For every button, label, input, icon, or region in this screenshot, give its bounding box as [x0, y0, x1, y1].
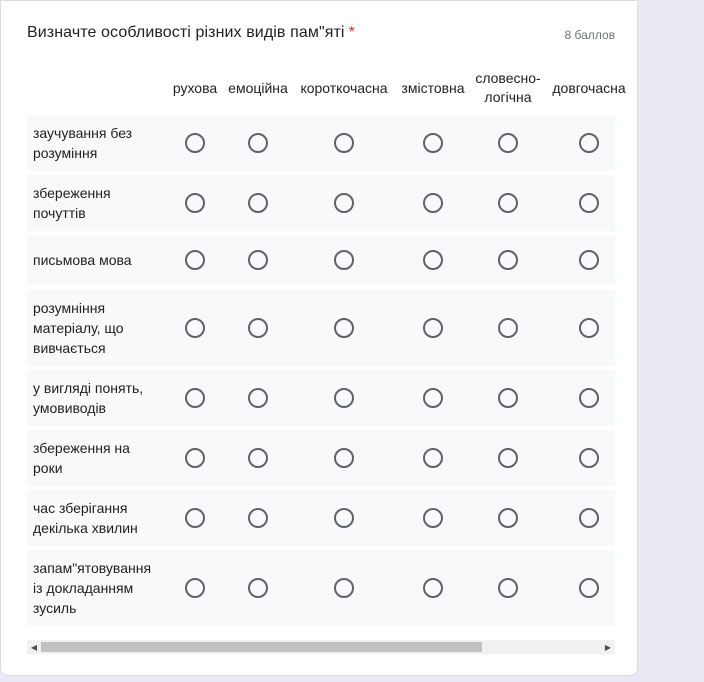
radio-button[interactable]: [579, 578, 599, 598]
scroll-left-arrow-icon[interactable]: ◀: [30, 642, 38, 652]
radio-button[interactable]: [334, 388, 354, 408]
radio-button[interactable]: [334, 508, 354, 528]
radio-button[interactable]: [498, 318, 518, 338]
radio-button[interactable]: [498, 578, 518, 598]
radio-button[interactable]: [579, 193, 599, 213]
question-title: [27, 24, 355, 42]
grid-row: [27, 430, 615, 486]
grid-row: [27, 290, 615, 366]
required-asterisk: *: [348, 24, 355, 41]
radio-button[interactable]: [423, 448, 443, 468]
radio-button[interactable]: [248, 133, 268, 153]
row-label: запам"ятовування із докладанням зусиль: [33, 560, 152, 616]
radio-button[interactable]: [185, 133, 205, 153]
row-label: заучування без розуміння: [33, 125, 133, 161]
radio-button[interactable]: [498, 388, 518, 408]
grid-row: [27, 235, 615, 285]
radio-button[interactable]: [423, 250, 443, 270]
grid-row: [27, 115, 615, 171]
page-background: [640, 0, 704, 682]
row-label: письмова мова: [33, 252, 132, 268]
horizontal-scrollbar[interactable]: [27, 640, 615, 654]
radio-button[interactable]: [423, 193, 443, 213]
row-label: збереження почуттів: [33, 185, 111, 221]
radio-button[interactable]: [498, 448, 518, 468]
radio-button[interactable]: [423, 388, 443, 408]
radio-button[interactable]: [248, 508, 268, 528]
radio-button[interactable]: [185, 448, 205, 468]
radio-button[interactable]: [248, 250, 268, 270]
radio-button[interactable]: [334, 133, 354, 153]
radio-button[interactable]: [185, 318, 205, 338]
grid-row: [27, 370, 615, 426]
radio-button[interactable]: [579, 388, 599, 408]
radio-button[interactable]: [185, 193, 205, 213]
radio-button[interactable]: [334, 318, 354, 338]
points-label: 8 баллов: [564, 28, 615, 42]
row-label: у вигляді понять, умовиводів: [33, 380, 144, 416]
radio-button[interactable]: [423, 578, 443, 598]
radio-button[interactable]: [334, 448, 354, 468]
column-header: словесно- логічна: [475, 70, 541, 105]
radio-button[interactable]: [185, 508, 205, 528]
radio-button[interactable]: [579, 318, 599, 338]
radio-button[interactable]: [498, 250, 518, 270]
radio-button[interactable]: [423, 133, 443, 153]
radio-button[interactable]: [579, 448, 599, 468]
radio-button[interactable]: [185, 578, 205, 598]
radio-button[interactable]: [248, 318, 268, 338]
radio-button[interactable]: [248, 448, 268, 468]
row-label: розумніння матеріалу, що вивчається: [33, 300, 124, 356]
radio-button[interactable]: [185, 250, 205, 270]
radio-button[interactable]: [334, 578, 354, 598]
radio-button[interactable]: [498, 133, 518, 153]
question-title-text: Визначте особливості різних видів пам"яті: [27, 24, 345, 41]
radio-button[interactable]: [423, 508, 443, 528]
radio-button[interactable]: [185, 388, 205, 408]
radio-button[interactable]: [248, 388, 268, 408]
radio-button[interactable]: [248, 578, 268, 598]
grid-row: [27, 175, 615, 231]
radio-button[interactable]: [334, 250, 354, 270]
column-header: емоційна: [228, 79, 288, 96]
row-label: час зберігання декілька хвилин: [33, 500, 138, 536]
column-header: рухова: [172, 79, 218, 96]
row-label: збереження на роки: [33, 440, 130, 476]
column-header: короткочасна: [300, 79, 388, 96]
radio-button[interactable]: [579, 133, 599, 153]
radio-button[interactable]: [423, 318, 443, 338]
column-header: довгочасна: [552, 79, 626, 96]
radio-button[interactable]: [334, 193, 354, 213]
radio-button[interactable]: [579, 250, 599, 270]
radio-button[interactable]: [579, 508, 599, 528]
radio-button[interactable]: [248, 193, 268, 213]
grid-row: [27, 550, 615, 626]
choice-grid: [27, 63, 626, 629]
scroll-right-arrow-icon[interactable]: ▶: [604, 642, 612, 652]
grid-row: [27, 490, 615, 546]
scrollbar-thumb[interactable]: [41, 642, 482, 652]
radio-button[interactable]: [498, 508, 518, 528]
radio-button[interactable]: [498, 193, 518, 213]
column-header: змістовна: [401, 79, 465, 96]
